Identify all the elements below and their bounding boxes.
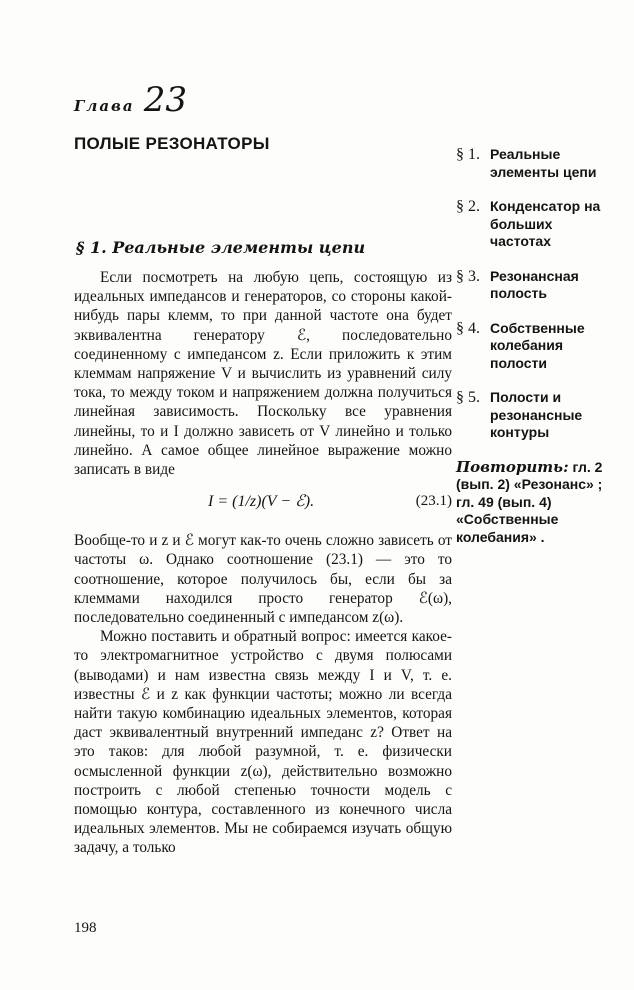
paragraph-3: Можно поставить и обратный вопрос: имеется какое-то электромагнитное устройство с двумя полюсами (выводами) и нам известна связь между I и V, т. е. известны ℰ и z как функции частоты; можно ли всегда найти такую комбинацию идеальных элементов, которая даст эквивалентный внутренний импеданс z? Ответ на это таков: для любой разумной, т. е. физически осмысленной функции z(ω), действительно возможно построить с любой степенью точности модель с помощью контура, составленного из конечного числа идеальных элементов. Мы не собираемся изучать общую задачу, а только	[74, 628, 452, 857]
formula-label: (23.1)	[415, 492, 452, 509]
formula: I = (1/z)(V − ℰ).	[208, 492, 315, 510]
paragraph-1: Если посмотреть на любую цепь, состоящую из идеальных импедансов и генераторов, со стороны какой-нибудь пары клемм, то при данной частоте она будет эквивалентна генератору ℰ, последовательно соединенному с импедансом z. Если приложить к этим клеммам напряжение V и вычислить из уравнений силу тока, то между током и напряжением должна получиться линейная зависимость. Поскольку все уравнения линейны, то и I должно зависеть от V линейно и только линейно. А самое общее линейное выражение можно записать в виде	[74, 269, 452, 479]
section-heading: § 1. Реальные элементы цепи	[76, 238, 366, 257]
toc-item	[456, 389, 616, 442]
chapter-number: 23	[143, 80, 187, 120]
toc-text: Полости и резонансные контуры	[490, 389, 583, 440]
toc-item	[456, 146, 616, 181]
formula-block	[74, 479, 452, 523]
toc-mark: § 4.	[456, 319, 480, 337]
toc-mark: § 2.	[456, 198, 480, 215]
toc-item	[456, 198, 616, 251]
review-text: гл. 2 (вып. 2) «Резонанс» ; гл. 49 (вып. 4) «Собственные колебания» .	[456, 458, 603, 545]
toc-item	[456, 320, 616, 373]
chapter-word: Глава	[74, 97, 135, 115]
review-note	[456, 459, 616, 547]
toc-text: Реальные элементы цепи	[490, 146, 597, 180]
toc-mark: § 5.	[456, 389, 480, 406]
toc-text: Резонансная полость	[490, 267, 579, 301]
toc-mark: § 1.	[456, 146, 480, 163]
toc-text: Конденсатор на больших частотах	[490, 198, 601, 249]
page-number: 198	[74, 920, 97, 936]
chapter-title: ПОЛЫЕ РЕЗОНАТОРЫ	[74, 134, 270, 153]
toc-mark: § 3.	[456, 267, 480, 285]
chapter-label	[74, 80, 187, 120]
toc-text: Собственные колебания полости	[490, 319, 585, 371]
sidebar-contents	[456, 146, 616, 546]
paragraph-2: Вообще-то и z и ℰ могут как-то очень сложно зависеть от частоты ω. Однако соотношение (23.1) — это то соотношение, которое получилось бы, если бы за клеммами находился просто генератор ℰ(ω), последовательно соединенный с импедансом z(ω).	[74, 532, 452, 627]
main-text-column	[74, 268, 452, 858]
toc-item	[456, 268, 616, 303]
review-lead: Повторить:	[456, 457, 569, 476]
